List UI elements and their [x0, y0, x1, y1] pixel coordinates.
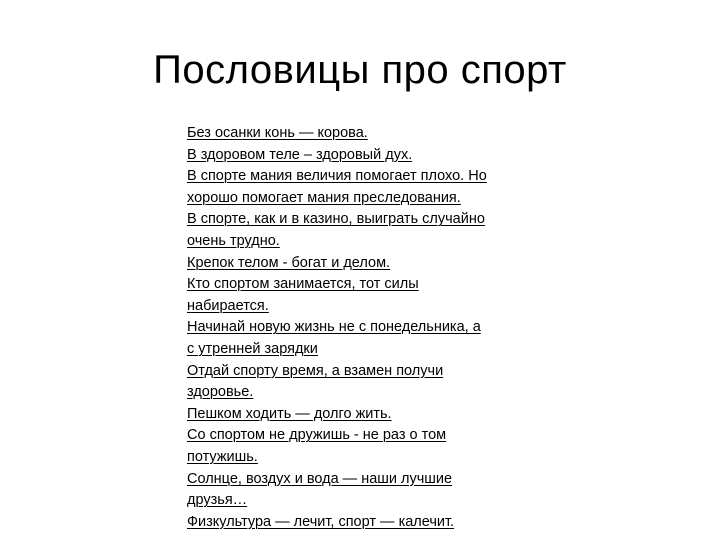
proverb-line[interactable]: В здоровом теле – здоровый дух.: [187, 146, 413, 163]
proverb-line[interactable]: здоровье.: [187, 384, 254, 401]
proverb-line[interactable]: Физкультура — лечит, спорт — калечит.: [187, 513, 455, 530]
proverb-line[interactable]: Солнце, воздух и вода — наши лучшие: [187, 470, 453, 487]
slide-title: Пословицы про спорт: [153, 48, 567, 92]
proverb-line[interactable]: друзья…: [187, 492, 248, 509]
proverb-line[interactable]: Со спортом не дружишь - не раз о том: [187, 427, 447, 444]
proverb-line[interactable]: потужишь.: [187, 448, 258, 465]
proverb-line[interactable]: очень трудно.: [187, 232, 280, 249]
proverb-line[interactable]: В спорте, как и в казино, выиграть случайно: [187, 211, 485, 228]
proverb-line[interactable]: набирается.: [187, 297, 269, 314]
proverb-line[interactable]: с утренней зарядки: [187, 340, 318, 357]
proverb-line[interactable]: Без осанки конь — корова.: [187, 125, 368, 141]
proverb-line[interactable]: Начинай новую жизнь не с понедельника, а: [187, 319, 481, 336]
proverb-line[interactable]: Отдай спорту время, а взамен получи: [187, 362, 444, 379]
proverb-line[interactable]: Кто спортом занимается, тот силы: [187, 276, 419, 293]
proverb-line[interactable]: хорошо помогает мания преследования.: [187, 189, 461, 206]
proverb-line[interactable]: В спорте мания величия помогает плохо. Но: [187, 168, 487, 185]
proverb-line[interactable]: Пешком ходить — долго жить.: [187, 405, 392, 422]
proverb-line[interactable]: Крепок телом - богат и делом.: [187, 254, 391, 271]
proverb-list: [187, 123, 537, 533]
